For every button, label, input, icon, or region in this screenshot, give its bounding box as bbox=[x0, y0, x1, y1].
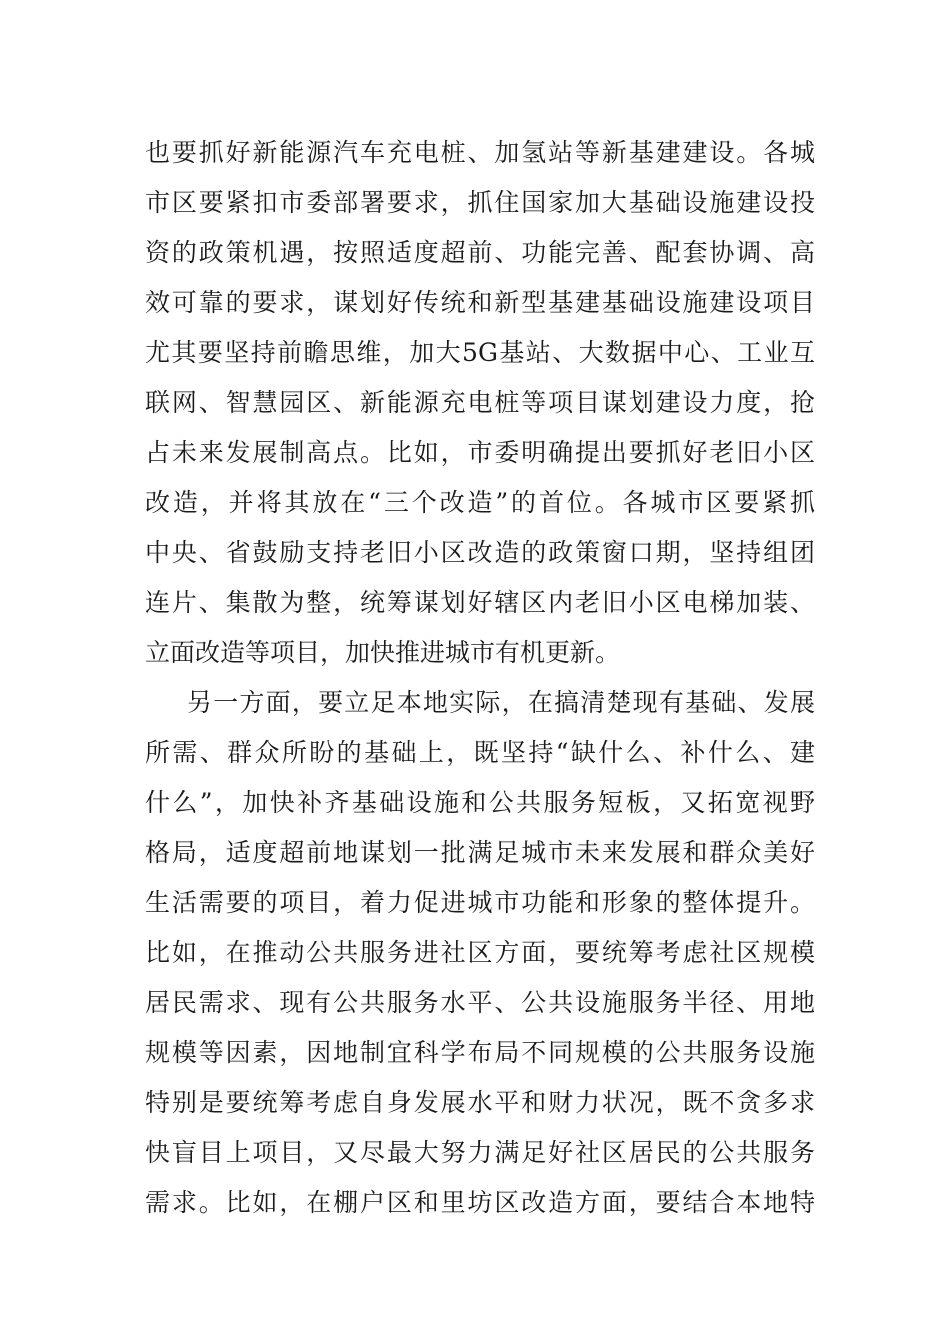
text-line: 中央、省鼓励支持老旧小区改造的政策窗口期，坚持组团 bbox=[145, 538, 815, 567]
text-line: 改造，并将其放在“三个改造”的首位。各城市区要紧抓 bbox=[145, 488, 815, 517]
text-line: 特别是要统筹考虑自身发展水平和财力状况，既不贪多求 bbox=[145, 1088, 815, 1117]
paragraph-start-line: 另一方面，要立足本地实际，在搞清楚现有基础、发展 bbox=[187, 688, 815, 717]
text-line: 市区要紧扣市委部署要求，抓住国家加大基础设施建设投 bbox=[145, 188, 815, 217]
text-line: 所需、群众所盼的基础上，既坚持“缺什么、补什么、建 bbox=[145, 738, 815, 767]
body-text bbox=[145, 128, 815, 1228]
text-line: 占未来发展制高点。比如，市委明确提出要抓好老旧小区 bbox=[145, 438, 815, 467]
text-line: 格局，适度超前地谋划一批满足城市未来发展和群众美好 bbox=[145, 838, 815, 867]
text-line: 效可靠的要求，谋划好传统和新型基建基础设施建设项目 bbox=[145, 288, 815, 317]
text-line: 规模等因素，因地制宜科学布局不同规模的公共服务设施 bbox=[145, 1038, 815, 1067]
text-line: 需求。比如，在棚户区和里坊区改造方面，要结合本地特 bbox=[145, 1188, 815, 1217]
text-line: 联网、智慧园区、新能源充电桩等项目谋划建设力度，抢 bbox=[145, 388, 815, 417]
text-line: 比如，在推动公共服务进社区方面，要统筹考虑社区规模 bbox=[145, 938, 815, 967]
text-line: 居民需求、现有公共服务水平、公共设施服务半径、用地 bbox=[145, 988, 815, 1017]
text-line: 什么”，加快补齐基础设施和公共服务短板，又拓宽视野 bbox=[145, 788, 815, 817]
text-line: 快盲目上项目，又尽最大努力满足好社区居民的公共服务 bbox=[145, 1138, 815, 1167]
text-line: 连片、集散为整，统筹谋划好辖区内老旧小区电梯加装、 bbox=[145, 588, 815, 617]
text-line: 生活需要的项目，着力促进城市功能和形象的整体提升。 bbox=[145, 888, 815, 917]
paragraph-end-line: 立面改造等项目，加快推进城市有机更新。 bbox=[145, 638, 621, 667]
text-line: 资的政策机遇，按照适度超前、功能完善、配套协调、高 bbox=[145, 238, 815, 267]
text-line: 尤其要坚持前瞻思维，加大5G基站、大数据中心、工业互 bbox=[145, 338, 815, 367]
text-line: 也要抓好新能源汽车充电桩、加氢站等新基建建设。各城 bbox=[145, 138, 815, 167]
